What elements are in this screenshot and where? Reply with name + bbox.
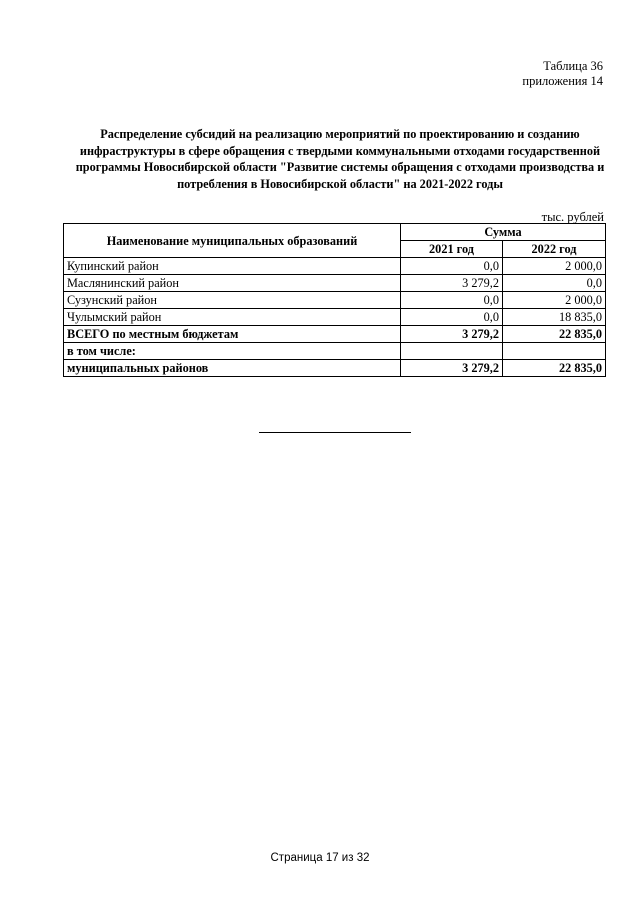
table-row [64,258,606,275]
including-label: в том числе: [64,343,401,360]
row-name: Чулымский район [64,309,401,326]
municipal-row [64,360,606,377]
municipal-value-2021: 3 279,2 [401,360,503,377]
subsidy-table [63,223,606,377]
table-row [64,309,606,326]
column-header-sum: Сумма [401,224,606,241]
total-row [64,326,606,343]
row-value-2022: 0,0 [503,275,606,292]
municipal-label: муниципальных районов [64,360,401,377]
column-header-name: Наименование муниципальных образований [64,224,401,258]
row-name: Маслянинский район [64,275,401,292]
row-value-2022: 2 000,0 [503,292,606,309]
row-value-2021: 0,0 [401,292,503,309]
row-value-2021: 0,0 [401,258,503,275]
table-row [64,275,606,292]
table-row [64,292,606,309]
table-number: Таблица 36 [543,59,603,73]
row-name: Сузунский район [64,292,401,309]
column-header-2022: 2022 год [503,241,606,258]
row-value-2022: 2 000,0 [503,258,606,275]
appendix-number: приложения 14 [522,74,603,88]
divider-line [259,432,411,433]
including-empty-2022 [503,343,606,360]
total-value-2022: 22 835,0 [503,326,606,343]
row-name: Купинский район [64,258,401,275]
municipal-value-2022: 22 835,0 [503,360,606,377]
units-label: тыс. рублей [541,210,604,224]
document-title: Распределение субсидий на реализацию мероприятий по проектированию и созданию инфраструктуры в сфере обращения с твердыми коммунальными отходами государственной программы Новосибирской области "Развитие системы обращения с отходами производства и потребления в Новосибирской области" на 2021-2022 годы [75,127,605,191]
including-row [64,343,606,360]
total-value-2021: 3 279,2 [401,326,503,343]
row-value-2021: 3 279,2 [401,275,503,292]
table-header-row [64,224,606,241]
table-reference [522,59,603,89]
total-label: ВСЕГО по местным бюджетам [64,326,401,343]
row-value-2021: 0,0 [401,309,503,326]
row-value-2022: 18 835,0 [503,309,606,326]
including-empty-2021 [401,343,503,360]
page-number: Страница 17 из 32 [270,852,370,864]
column-header-2021: 2021 год [401,241,503,258]
